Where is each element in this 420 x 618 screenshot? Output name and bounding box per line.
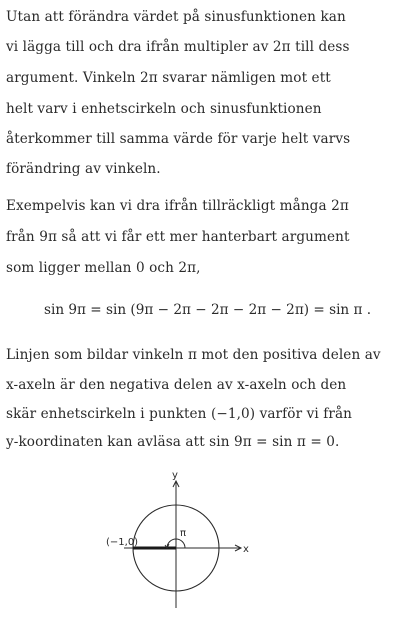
paragraph-2-line-2: från 9π så att vi får ett mer hanterbart argument <box>6 229 350 245</box>
paragraph-2-line-1: Exempelvis kan vi dra ifrån tillräckligt många 2π <box>6 198 349 214</box>
paragraph-1-line-4: helt varv i enhetscirkeln och sinusfunktionen <box>6 101 322 117</box>
paragraph-2-line-3: som ligger mellan 0 och 2π, <box>6 260 201 276</box>
y-axis-label: y <box>172 470 178 481</box>
unit-circle-diagram <box>106 468 280 614</box>
paragraph-3-line-3: skär enhetscirkeln i punkten (−1,0) varför vi från <box>6 406 353 422</box>
paragraph-1-line-3: argument. Vinkeln 2π svarar nämligen mot ett <box>6 70 331 86</box>
x-axis-label: x <box>243 544 249 555</box>
angle-label: π <box>180 528 187 539</box>
paragraph-3-line-2: x-axeln är den negativa delen av x-axeln och den <box>6 377 347 393</box>
paragraph-1-line-5: återkommer till samma värde för varje helt varvs <box>6 131 351 147</box>
point-label: (−1,0) <box>106 537 139 548</box>
paragraph-1-line-1: Utan att förändra värdet på sinusfunktionen kan <box>6 9 346 25</box>
paragraph-3-line-4: y-koordinaten kan avläsa att sin 9π = sin π = 0. <box>6 434 340 450</box>
paragraph-1-line-2: vi lägga till och dra ifrån multipler av 2π till dess <box>6 39 350 55</box>
equation: sin 9π = sin (9π − 2π − 2π − 2π − 2π) = sin π . <box>44 302 372 318</box>
unit-circle-figure <box>106 468 280 614</box>
paragraph-1-line-6: förändring av vinkeln. <box>6 161 161 177</box>
paragraph-3-line-1: Linjen som bildar vinkeln π mot den positiva delen av <box>6 347 381 363</box>
